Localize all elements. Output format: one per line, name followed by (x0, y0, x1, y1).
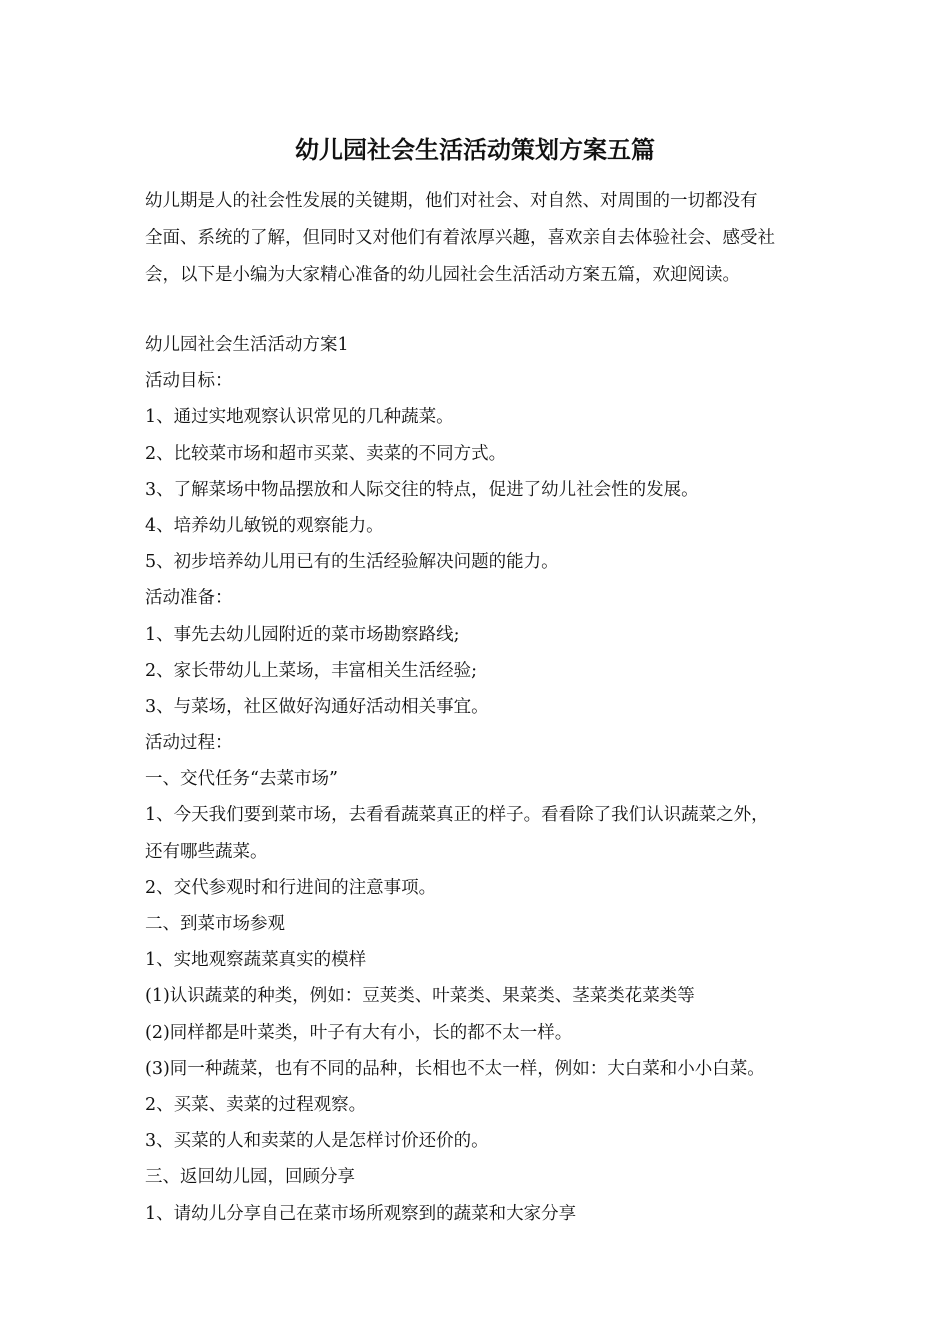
intro-line: 全面、系统的了解，但同时又对他们有着浓厚兴趣，喜欢亲自去体验社会、感受社 (145, 228, 775, 248)
list-item: 2、交代参观时和行进间的注意事项。 (145, 877, 437, 898)
list-item: 2、买菜、卖菜的过程观察。 (145, 1094, 367, 1115)
list-item: 2、比较菜市场和超市买菜、卖菜的不同方式。 (145, 443, 507, 464)
intro-paragraph (145, 183, 815, 294)
step-heading: 三、返回幼儿园，回顾分享 (145, 1167, 355, 1188)
document-title: 幼儿园社会生活活动策划方案五篇 (295, 135, 655, 164)
list-item: 1、通过实地观察认识常见的几种蔬菜。 (145, 407, 454, 428)
subheading: 活动目标： (145, 371, 233, 392)
sub-list-item: (2)同样都是叶菜类，叶子有大有小，长的都不太一样。 (145, 1022, 573, 1043)
list-item: 3、买菜的人和卖菜的人是怎样讨价还价的。 (145, 1131, 489, 1152)
document-body (145, 327, 825, 1232)
list-item: 1、今天我们要到菜市场，去看看蔬菜真正的样子。看看除了我们认识蔬菜之外， (145, 805, 769, 826)
list-item: 1、事先去幼儿园附近的菜市场勘察路线; (145, 624, 460, 645)
sub-list-item: (1)认识蔬菜的种类，例如：豆荚类、叶菜类、果菜类、茎菜类花菜类等 (145, 986, 695, 1007)
list-item: 3、了解菜场中物品摆放和人际交往的特点，促进了幼儿社会性的发展。 (145, 479, 699, 500)
list-item: 2、家长带幼儿上菜场，丰富相关生活经验; (145, 660, 478, 681)
subheading: 活动过程： (145, 733, 233, 754)
list-item: 1、请幼儿分享自己在菜市场所观察到的蔬菜和大家分享 (145, 1203, 577, 1224)
list-item: 1、实地观察蔬菜真实的模样 (145, 950, 367, 971)
list-item: 5、初步培养幼儿用已有的生活经验解决问题的能力。 (145, 552, 559, 573)
step-heading: 二、到菜市场参观 (145, 914, 285, 934)
sub-list-item: (3)同一种蔬菜，也有不同的品种，长相也不太一样，例如：大白菜和小小白菜。 (145, 1058, 765, 1079)
list-item-continuation: 还有哪些蔬菜。 (145, 841, 268, 862)
section-heading: 幼儿园社会生活活动方案1 (145, 335, 349, 355)
subheading: 活动准备： (145, 588, 233, 609)
step-heading: 一、交代任务“去菜市场” (145, 769, 338, 790)
list-item: 4、培养幼儿敏锐的观察能力。 (145, 515, 384, 536)
list-item: 3、与菜场，社区做好沟通好活动相关事宜。 (145, 696, 489, 717)
intro-line: 会，以下是小编为大家精心准备的幼儿园社会生活活动方案五篇，欢迎阅读。 (145, 265, 740, 285)
intro-line: 幼儿期是人的社会性发展的关键期，他们对社会、对自然、对周围的一切都没有 (145, 191, 758, 211)
